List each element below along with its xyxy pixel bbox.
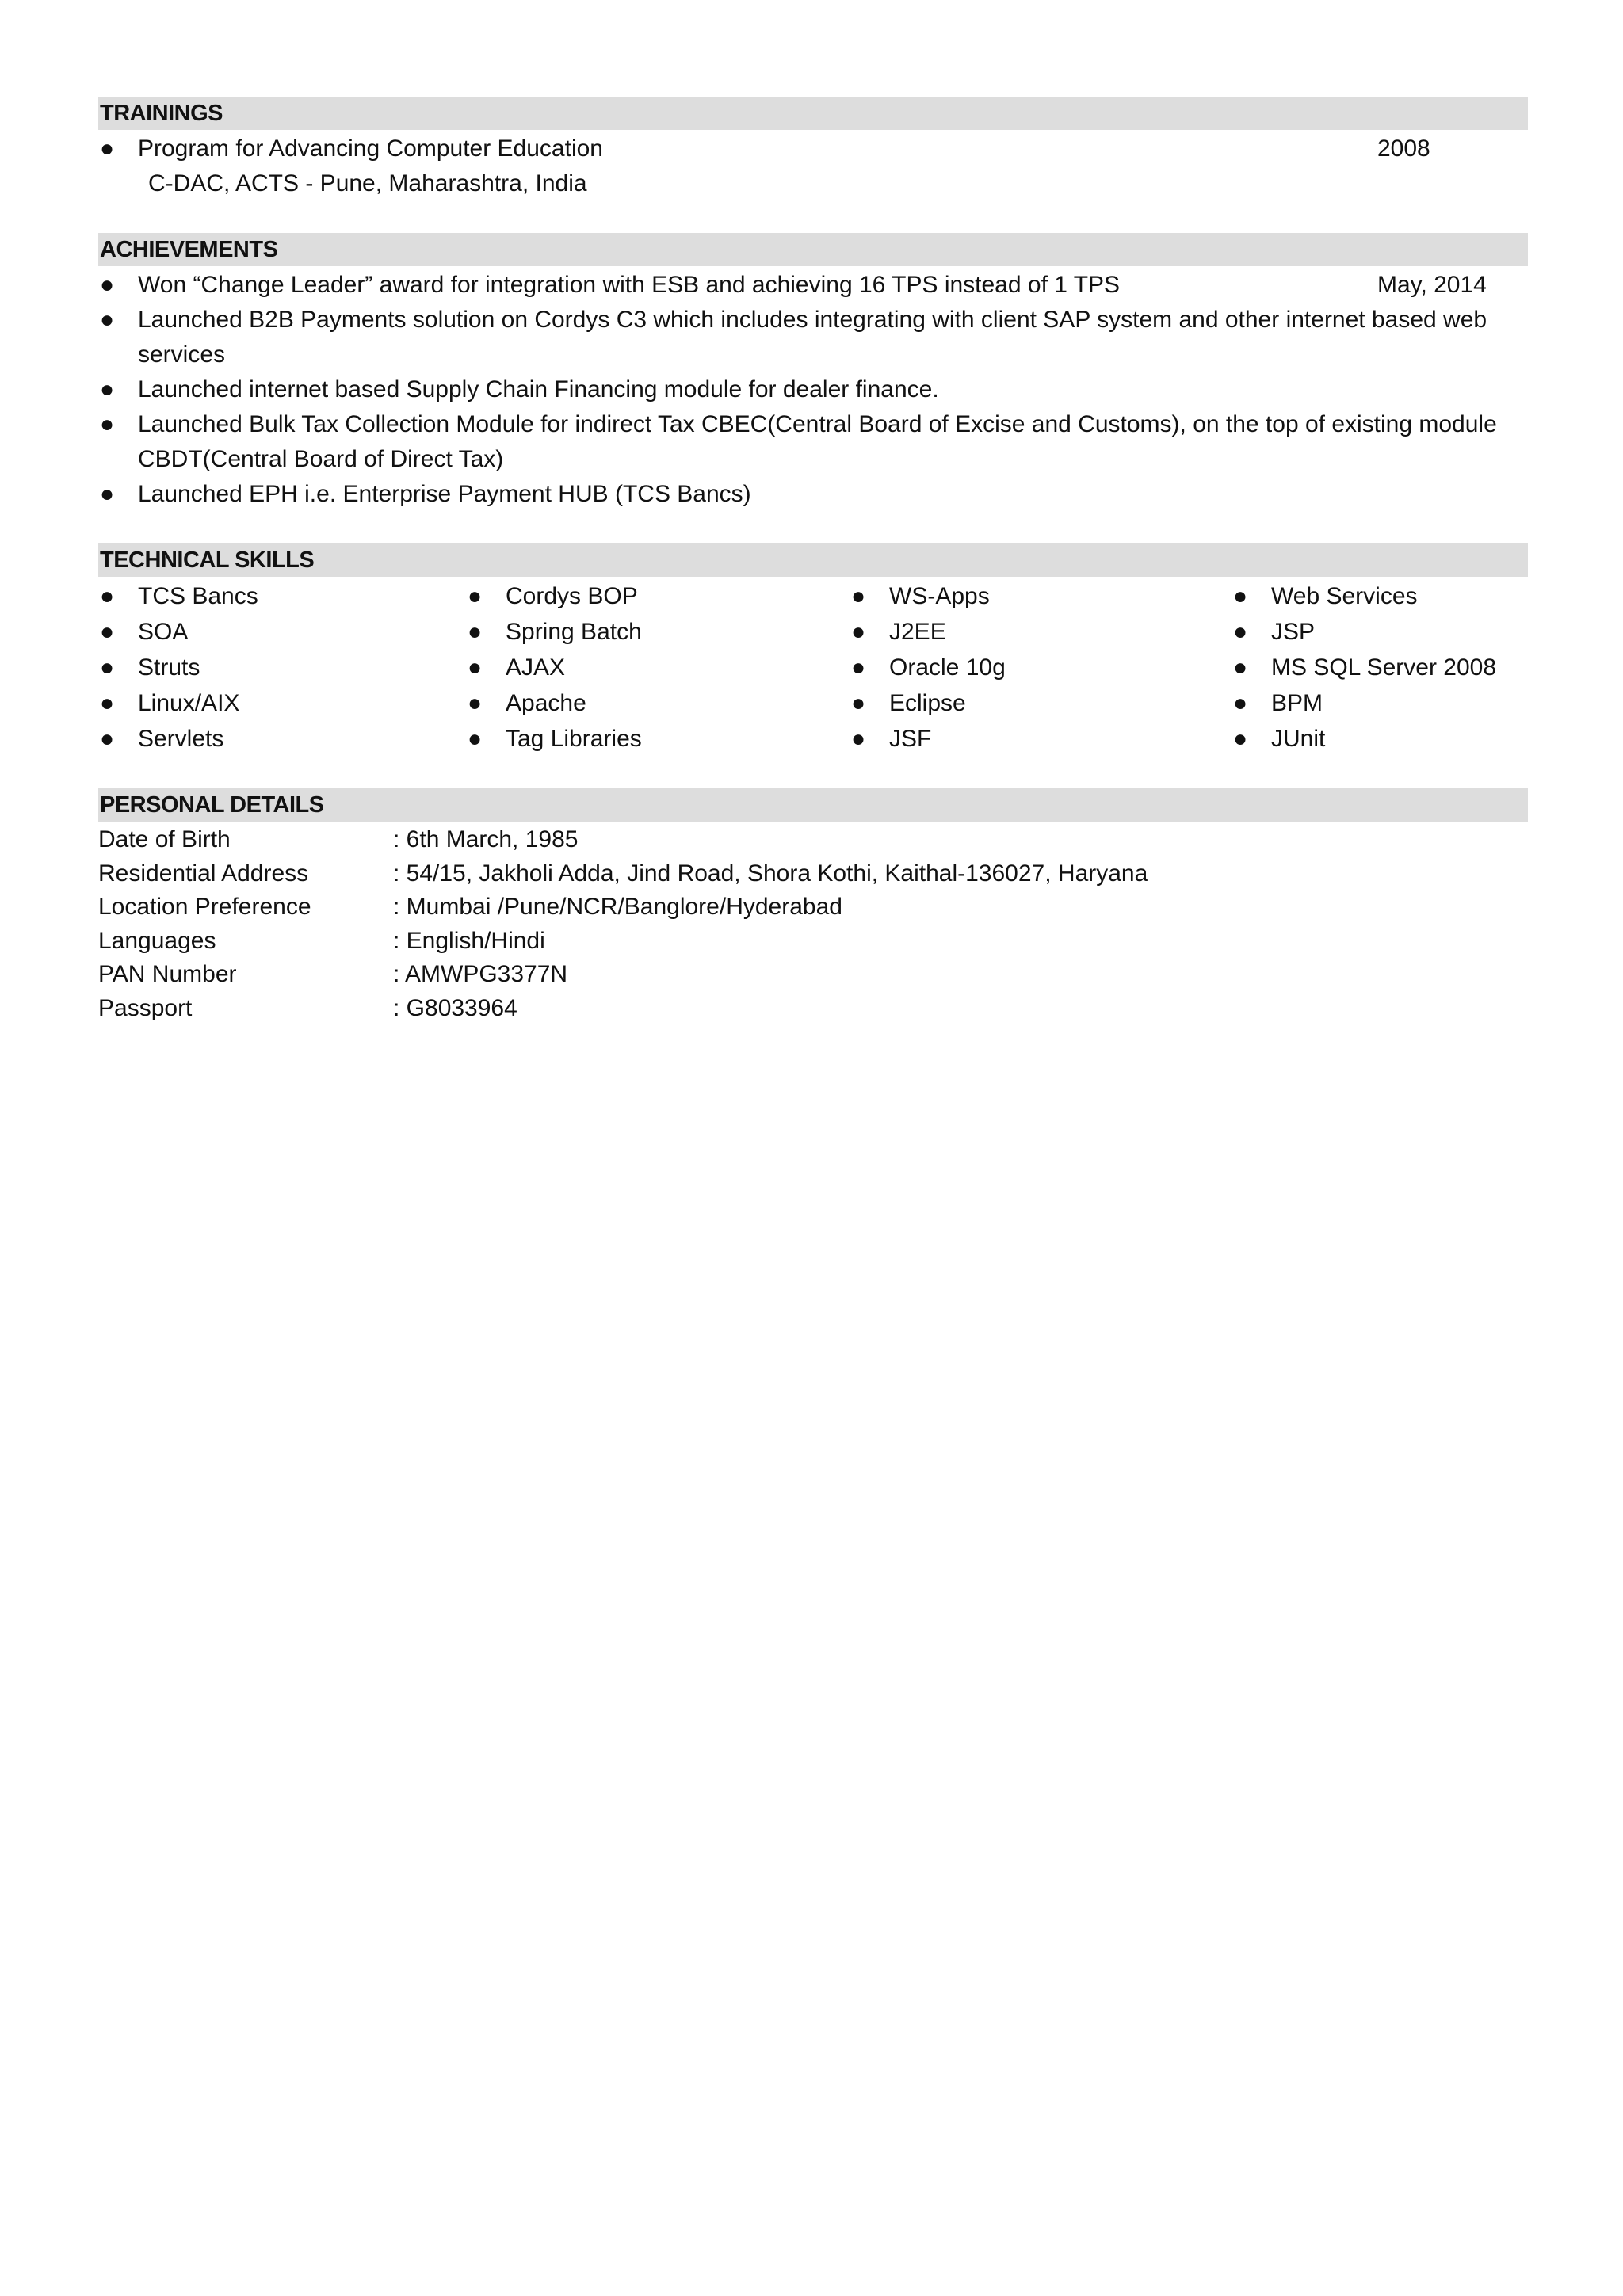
detail-row-address <box>98 857 1528 891</box>
skill-label: Tag Libraries <box>506 726 642 752</box>
achievement-text: Launched internet based Supply Chain Financing module for dealer finance. <box>138 376 939 402</box>
detail-label: Residential Address <box>98 860 309 887</box>
skill-label: JSF <box>889 726 932 752</box>
achievements-section <box>98 233 1528 512</box>
skills-column <box>98 578 466 757</box>
bullet-icon: ● <box>468 583 483 609</box>
training-date: 2008 <box>1377 135 1430 162</box>
detail-value: : G8033964 <box>393 994 517 1021</box>
bullet-icon: ● <box>100 376 115 402</box>
skill-item <box>466 721 850 757</box>
bullet-icon: ● <box>1233 690 1248 716</box>
achievement-date: May, 2014 <box>1377 272 1487 298</box>
detail-value: : AMWPG3377N <box>393 961 568 987</box>
skill-label: WS-Apps <box>889 583 990 609</box>
skills-column <box>850 578 1232 757</box>
skill-label: MS SQL Server 2008 <box>1271 654 1497 681</box>
bullet-icon: ● <box>1233 654 1248 681</box>
skill-label: SOA <box>138 619 189 645</box>
skill-label: Spring Batch <box>506 619 642 645</box>
skill-label: Eclipse <box>889 690 966 716</box>
skill-label: TCS Bancs <box>138 583 258 609</box>
skill-label: Apache <box>506 690 586 716</box>
skill-item <box>98 614 466 650</box>
skills-heading: TECHNICAL SKILLS <box>98 543 1528 577</box>
skill-label: Linux/AIX <box>138 690 240 716</box>
skill-label: Struts <box>138 654 200 681</box>
skill-label: Servlets <box>138 726 224 752</box>
detail-row-pan <box>98 958 1528 992</box>
resume-page <box>98 97 1528 1057</box>
skill-item <box>850 721 1232 757</box>
skills-section <box>98 543 1528 757</box>
skills-column <box>466 578 850 757</box>
detail-value: : 54/15, Jakholi Adda, Jind Road, Shora Kothi, Kaithal-136027, Haryana <box>393 860 1148 887</box>
achievement-text: Won “Change Leader” award for integration with ESB and achieving 16 TPS instead of 1 TPS <box>138 272 1121 298</box>
achievement-item <box>98 303 1528 372</box>
bullet-icon: ● <box>100 272 115 298</box>
bullet-icon: ● <box>468 690 483 716</box>
skill-item <box>850 614 1232 650</box>
training-item <box>98 132 1528 166</box>
skill-label: BPM <box>1271 690 1323 716</box>
skill-label: J2EE <box>889 619 946 645</box>
bullet-icon: ● <box>100 307 115 333</box>
detail-label: Passport <box>98 994 193 1021</box>
training-institute: C-DAC, ACTS - Pune, Maharashtra, India <box>148 170 587 196</box>
bullet-icon: ● <box>468 619 483 645</box>
personal-section <box>98 788 1528 1025</box>
bullet-icon: ● <box>1233 726 1248 752</box>
detail-label: Date of Birth <box>98 826 231 852</box>
skill-item <box>98 721 466 757</box>
skill-item <box>1232 685 1528 721</box>
skill-label: Cordys BOP <box>506 583 638 609</box>
bullet-icon: ● <box>100 135 115 162</box>
skill-item <box>466 685 850 721</box>
bullet-icon: ● <box>100 690 115 716</box>
skills-column <box>1232 578 1528 757</box>
trainings-heading: TRAININGS <box>98 97 1528 130</box>
detail-label: PAN Number <box>98 961 237 987</box>
bullet-icon: ● <box>100 619 115 645</box>
personal-heading: PERSONAL DETAILS <box>98 788 1528 822</box>
skill-item <box>466 614 850 650</box>
detail-value: : 6th March, 1985 <box>393 826 579 852</box>
skill-item <box>466 650 850 685</box>
skill-label: JUnit <box>1271 726 1326 752</box>
skill-item <box>850 650 1232 685</box>
skill-item <box>850 685 1232 721</box>
bullet-icon: ● <box>851 690 866 716</box>
skill-item <box>98 685 466 721</box>
achievement-item <box>98 372 1528 407</box>
skill-label: AJAX <box>506 654 566 681</box>
bullet-icon: ● <box>100 654 115 681</box>
skill-item <box>1232 721 1528 757</box>
detail-row-languages <box>98 925 1528 959</box>
skill-item <box>98 650 466 685</box>
skill-label: Oracle 10g <box>889 654 1006 681</box>
achievement-text: Launched Bulk Tax Collection Module for indirect Tax CBEC(Central Board of Excise and Customs), on the top of existing module CBDT(Central Board of Direct Tax) <box>138 411 1497 472</box>
bullet-icon: ● <box>468 654 483 681</box>
bullet-icon: ● <box>100 481 115 507</box>
bullet-icon: ● <box>851 583 866 609</box>
bullet-icon: ● <box>100 411 115 437</box>
training-title: Program for Advancing Computer Education <box>138 135 603 162</box>
skill-label: Web Services <box>1271 583 1418 609</box>
bullet-icon: ● <box>1233 583 1248 609</box>
bullet-icon: ● <box>1233 619 1248 645</box>
skill-item <box>1232 650 1528 685</box>
skill-item <box>1232 578 1528 614</box>
skill-item <box>466 578 850 614</box>
detail-row-dob <box>98 823 1528 857</box>
achievement-item <box>98 268 1528 303</box>
detail-row-passport <box>98 992 1528 1026</box>
detail-label: Location Preference <box>98 894 311 920</box>
detail-label: Languages <box>98 927 216 954</box>
detail-row-location <box>98 891 1528 925</box>
bullet-icon: ● <box>851 619 866 645</box>
trainings-section <box>98 97 1528 201</box>
bullet-icon: ● <box>851 654 866 681</box>
achievement-item <box>98 407 1528 477</box>
achievement-text: Launched EPH i.e. Enterprise Payment HUB (TCS Bancs) <box>138 481 751 507</box>
detail-value: : Mumbai /Pune/NCR/Banglore/Hyderabad <box>393 894 842 920</box>
achievements-heading: ACHIEVEMENTS <box>98 233 1528 266</box>
skill-item <box>850 578 1232 614</box>
detail-value: : English/Hindi <box>393 927 545 954</box>
bullet-icon: ● <box>100 726 115 752</box>
bullet-icon: ● <box>100 583 115 609</box>
skill-item <box>98 578 466 614</box>
skill-label: JSP <box>1271 619 1316 645</box>
bullet-icon: ● <box>468 726 483 752</box>
skills-grid <box>98 578 1528 757</box>
achievement-item <box>98 477 1528 512</box>
skill-item <box>1232 614 1528 650</box>
achievement-text: Launched B2B Payments solution on Cordys C3 which includes integrating with client SAP system and other internet based web services <box>138 307 1487 368</box>
bullet-icon: ● <box>851 726 866 752</box>
